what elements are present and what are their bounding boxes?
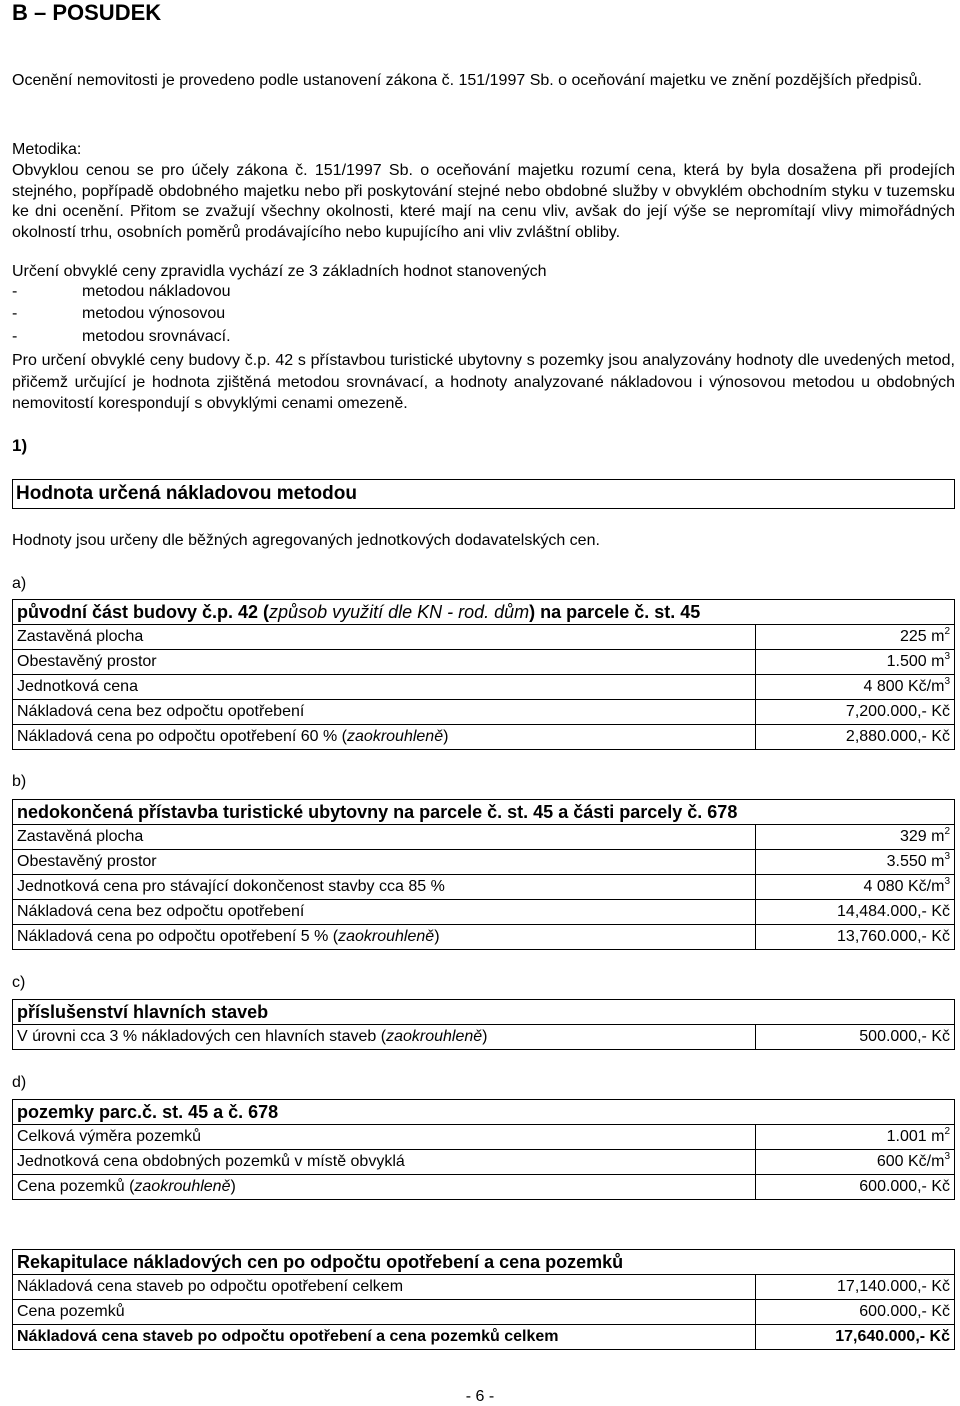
table-row: Jednotková cena pro stávající dokončenost stavby cca 85 % 4 080 $Kč/m^3$	[13, 875, 955, 900]
part-a-table	[12, 599, 955, 750]
section-note: Hodnoty jsou určeny dle běžných agregovaných jednotkových dodavatelských cen.	[12, 532, 600, 549]
part-c-title: příslušenství hlavních staveb	[13, 1000, 955, 1025]
part-b-title-row	[13, 800, 955, 825]
page-heading: B – POSUDEK	[12, 0, 162, 25]
part-a-title-row	[13, 600, 955, 625]
table-row: Cena pozemků 600.000,- Kč	[13, 1300, 955, 1325]
part-d-letter: d)	[12, 1074, 27, 1091]
part-c-table	[12, 999, 955, 1050]
method-label: Metodika:	[12, 141, 82, 158]
recap-title-row	[13, 1250, 955, 1275]
part-a-letter: a)	[12, 575, 27, 592]
part-c-title-row	[13, 1000, 955, 1025]
recap-total-row: Nákladová cena staveb po odpočtu opotřebení a cena pozemků celkem 17,640.000,- Kč	[13, 1325, 955, 1350]
methods-intro: Určení obvyklé ceny zpravidla vychází ze 3 základních hodnot stanovených	[12, 263, 547, 280]
table-row: Obestavěný prostor 1.500 $m^3$	[13, 650, 955, 675]
section-title: Hodnota určená nákladovou metodou	[12, 479, 955, 509]
part-d-table	[12, 1099, 955, 1200]
table-row: Celková výměra pozemků 1.001 $m^2$	[13, 1125, 955, 1150]
intro-paragraph: Ocenění nemovitosti je provedeno podle ustanovení zákona č. 151/1997 Sb. o oceňování majetku ve znění pozdějších předpisů.	[12, 72, 922, 89]
table-row: Nákladová cena staveb po odpočtu opotřebení celkem 17,140.000,- Kč	[13, 1275, 955, 1300]
table-row: V úrovni cca 3 % nákladových cen hlavních staveb (zaokrouhleně) 500.000,- Kč	[13, 1025, 955, 1050]
method-item: - metodou nákladovou	[12, 283, 231, 300]
conclusion-paragraph: Pro určení obvyklé ceny budovy č.p. 42 s přístavbou turistické ubytovny s pozemky jsou analyzovány hodnoty dle uvedených metod, přičemž určující je hodnota zjištěná metodou srovnávací, a hodnoty analyzované nákladovou i výnosovou metodou u obdobných nemovitostí korespondují s obvyklými cenami omezeně.	[12, 352, 955, 412]
table-row: Jednotková cena obdobných pozemků v místě obvyklá 600 $Kč/m^3$	[13, 1150, 955, 1175]
table-row: Obestavěný prostor 3.550 $m^3$	[13, 850, 955, 875]
part-b-title: nedokončená přístavba turistické ubytovny na parcele č. st. 45 a části parcely č. 678	[13, 800, 955, 825]
table-row: Nákladová cena po odpočtu opotřebení 60 % (zaokrouhleně) 2,880.000,- Kč	[13, 725, 955, 750]
method-item: - metodou srovnávací.	[12, 328, 231, 345]
part-c-letter: c)	[12, 974, 26, 991]
part-b-letter: b)	[12, 773, 27, 790]
page-number: - 6 -	[465, 1388, 495, 1405]
recap-table	[12, 1249, 955, 1350]
part-d-title-row	[13, 1100, 955, 1125]
part-d-title: pozemky parc.č. st. 45 a č. 678	[13, 1100, 955, 1125]
recap-title: Rekapitulace nákladových cen po odpočtu opotřebení a cena pozemků	[13, 1250, 955, 1275]
section-number: 1)	[12, 436, 28, 455]
table-row: Cena pozemků (zaokrouhleně) 600.000,- Kč	[13, 1175, 955, 1200]
table-row: Nákladová cena bez odpočtu opotřebení 7,200.000,- Kč	[13, 700, 955, 725]
part-b-table	[12, 799, 955, 950]
part-a-title: původní část budovy č.p. 42 (způsob využití dle KN - rod. dům) na parcele č. st. 45	[13, 600, 955, 625]
table-row: Zastavěná plocha 225 $m^2$	[13, 625, 955, 650]
table-row: Nákladová cena bez odpočtu opotřebení 14,484.000,- Kč	[13, 900, 955, 925]
table-row: Zastavěná plocha 329 $m^2$	[13, 825, 955, 850]
method-item: - metodou výnosovou	[12, 305, 226, 322]
table-row: Jednotková cena 4 800 $Kč/m^3$	[13, 675, 955, 700]
method-paragraph: Obvyklou cenou se pro účely zákona č. 151/1997 Sb. o oceňování majetku rozumí cena, která by byla dosažena při prodejích stejného, popřípadě obdobného majetku nebo při poskytování stejné nebo obdobné služby v obvyklém obchodním styku v tuzemsku ke dni ocenění. Přitom se zvažují všechny okolnosti, které mají na cenu vliv, avšak do její výše se nepromítají vlivy mimořádných okolností trhu, osobních poměrů prodávajícího nebo kupujícího ani vliv zvláštní obliby.	[12, 162, 955, 241]
table-row: Nákladová cena po odpočtu opotřebení 5 % (zaokrouhleně) 13,760.000,- Kč	[13, 925, 955, 950]
